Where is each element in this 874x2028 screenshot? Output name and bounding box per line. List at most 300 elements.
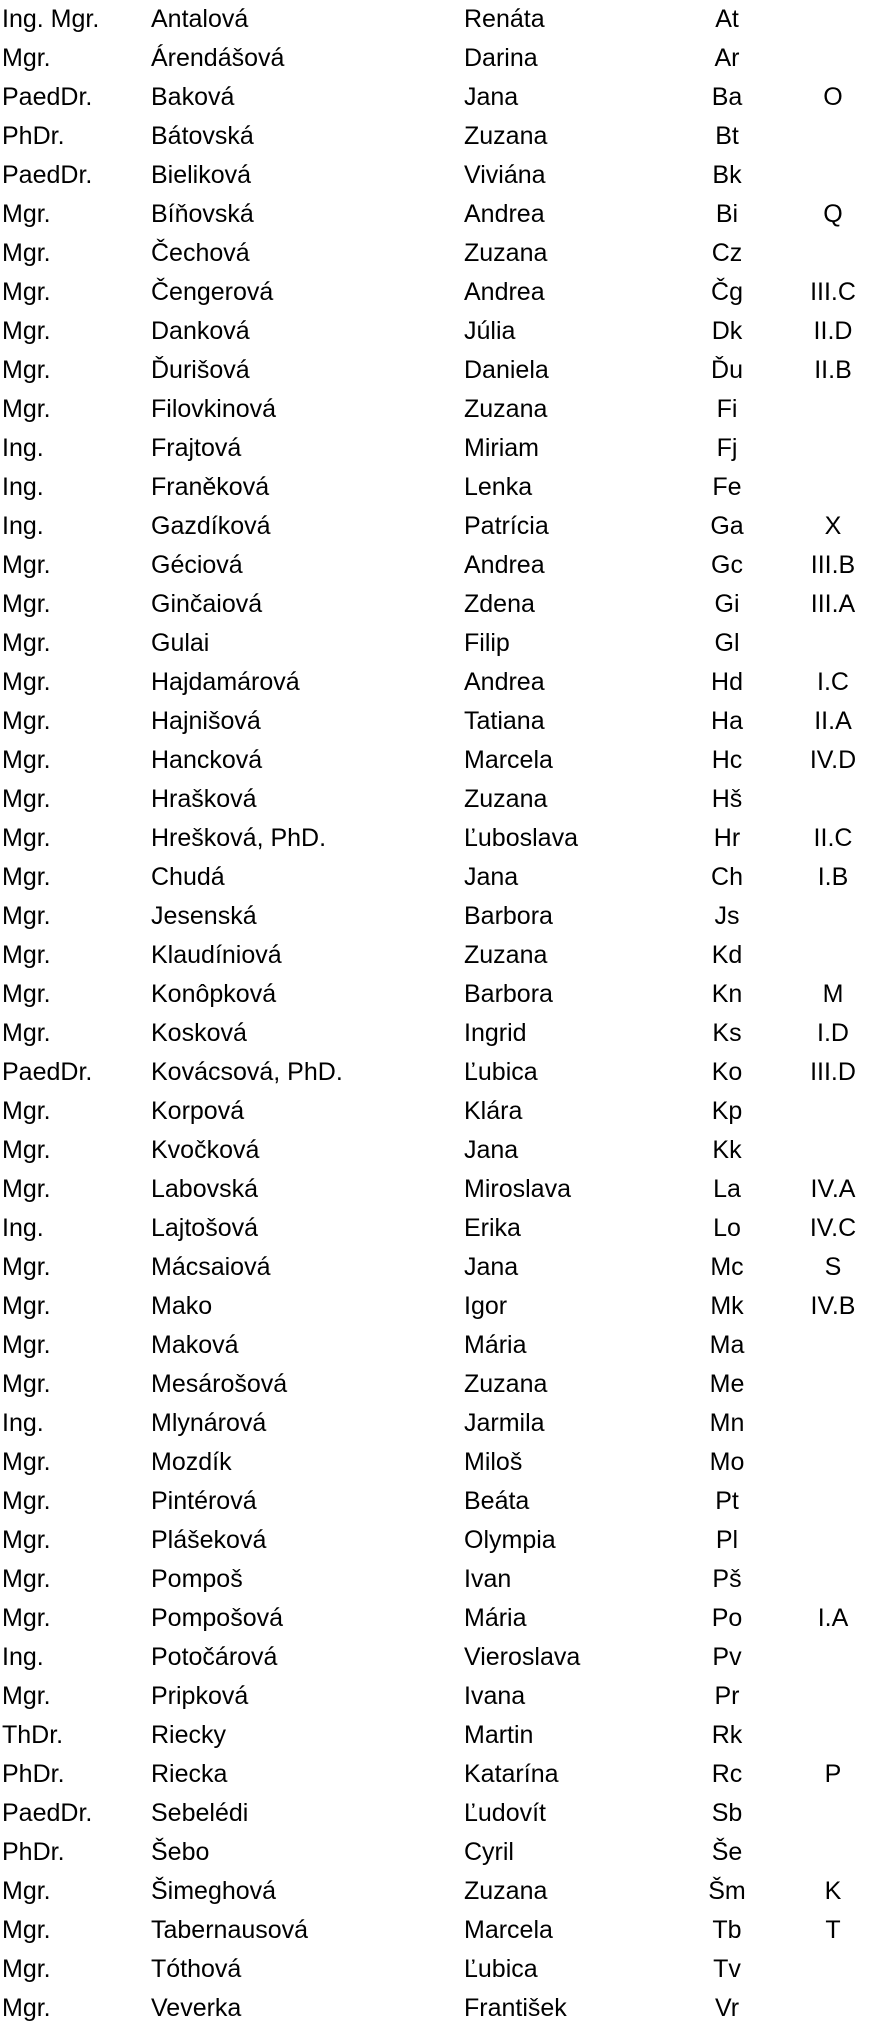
surname-cell: Hancková — [151, 746, 263, 774]
first-name-cell: Jarmila — [464, 1409, 545, 1437]
surname-cell: Konôpková — [151, 980, 277, 1008]
abbreviation-cell: Mc — [710, 1253, 744, 1281]
class-cell — [792, 1482, 874, 1521]
surname-cell: Potočárová — [151, 1643, 278, 1671]
class-cell — [792, 1131, 874, 1170]
class-cell — [792, 429, 874, 468]
title-cell: Mgr. — [2, 1955, 51, 1983]
table-row — [0, 468, 874, 507]
class-cell: T — [825, 1916, 841, 1944]
title-cell: Mgr. — [2, 629, 51, 657]
table-row — [0, 1950, 874, 1989]
first-name-cell: Zuzana — [464, 785, 548, 813]
class-cell: II.B — [814, 356, 852, 384]
first-name-cell: Andrea — [464, 551, 545, 579]
title-cell: PaedDr. — [2, 161, 93, 189]
surname-cell: Pompošová — [151, 1604, 284, 1632]
surname-cell: Ginčaiová — [151, 590, 263, 618]
title-cell: Mgr. — [2, 1370, 51, 1398]
table-row — [0, 78, 874, 117]
table-row — [0, 1872, 874, 1911]
surname-cell: Franěková — [151, 473, 270, 501]
title-cell: PaedDr. — [2, 1058, 93, 1086]
title-cell: Mgr. — [2, 44, 51, 72]
abbreviation-cell: Hr — [713, 824, 741, 852]
table-row — [0, 1560, 874, 1599]
class-cell: M — [822, 980, 844, 1008]
title-cell: Mgr. — [2, 278, 51, 306]
first-name-cell: Beáta — [464, 1487, 530, 1515]
surname-cell: Bieliková — [151, 161, 252, 189]
class-cell — [792, 1989, 874, 2028]
table-row — [0, 1599, 874, 1638]
first-name-cell: Mária — [464, 1331, 527, 1359]
title-cell: Mgr. — [2, 200, 51, 228]
abbreviation-cell: Šm — [708, 1877, 746, 1905]
first-name-cell: Zuzana — [464, 122, 548, 150]
abbreviation-cell: Sb — [711, 1799, 743, 1827]
first-name-cell: Zuzana — [464, 395, 548, 423]
first-name-cell: Mária — [464, 1604, 527, 1632]
title-cell: Mgr. — [2, 395, 51, 423]
first-name-cell: Zuzana — [464, 1370, 548, 1398]
table-row — [0, 507, 874, 546]
table-row — [0, 1092, 874, 1131]
class-cell: P — [824, 1760, 842, 1788]
title-cell: Ing. — [2, 1214, 44, 1242]
table-row — [0, 1287, 874, 1326]
first-name-cell: Ingrid — [464, 1019, 527, 1047]
first-name-cell: Zdena — [464, 590, 535, 618]
table-row — [0, 0, 874, 39]
abbreviation-cell: Cz — [711, 239, 743, 267]
first-name-cell: Jana — [464, 1136, 519, 1164]
class-cell: K — [824, 1877, 842, 1905]
first-name-cell: Patrícia — [464, 512, 549, 540]
class-cell: O — [823, 83, 843, 111]
surname-cell: Árendášová — [151, 44, 285, 72]
table-row — [0, 936, 874, 975]
first-name-cell: Ivana — [464, 1682, 526, 1710]
title-cell: Mgr. — [2, 902, 51, 930]
table-row — [0, 897, 874, 936]
surname-cell: Lajtošová — [151, 1214, 259, 1242]
title-cell: Mgr. — [2, 668, 51, 696]
first-name-cell: Cyril — [464, 1838, 514, 1866]
table-row — [0, 546, 874, 585]
surname-cell: Gazdíková — [151, 512, 271, 540]
surname-cell: Mako — [151, 1292, 213, 1320]
title-cell: Mgr. — [2, 941, 51, 969]
abbreviation-cell: Pl — [715, 1526, 739, 1554]
surname-cell: Riecka — [151, 1760, 228, 1788]
abbreviation-cell: Hš — [711, 785, 743, 813]
table-row — [0, 1911, 874, 1950]
class-cell: I.D — [817, 1019, 849, 1047]
first-name-cell: Zuzana — [464, 1877, 548, 1905]
class-cell — [792, 234, 874, 273]
table-row — [0, 975, 874, 1014]
title-cell: PhDr. — [2, 1838, 65, 1866]
abbreviation-cell: Ko — [711, 1058, 743, 1086]
abbreviation-cell: Ba — [711, 83, 743, 111]
table-row — [0, 429, 874, 468]
surname-cell: Riecky — [151, 1721, 227, 1749]
class-cell: III.D — [810, 1058, 856, 1086]
abbreviation-cell: Kk — [712, 1136, 742, 1164]
surname-cell: Baková — [151, 83, 235, 111]
abbreviation-cell: Bt — [715, 122, 739, 150]
abbreviation-cell: Čg — [711, 278, 743, 306]
first-name-cell: Martin — [464, 1721, 534, 1749]
surname-cell: Mesárošová — [151, 1370, 288, 1398]
title-cell: Ing. — [2, 473, 44, 501]
abbreviation-cell: Mn — [709, 1409, 745, 1437]
abbreviation-cell: Vr — [714, 1994, 740, 2022]
table-row — [0, 1794, 874, 1833]
class-cell — [792, 1404, 874, 1443]
class-cell: I.C — [817, 668, 849, 696]
abbreviation-cell: Hd — [711, 668, 743, 696]
surname-cell: Pripková — [151, 1682, 249, 1710]
table-row — [0, 1248, 874, 1287]
abbreviation-cell: Js — [714, 902, 740, 930]
class-cell: II.D — [813, 317, 853, 345]
abbreviation-cell: Ch — [711, 863, 743, 891]
abbreviation-cell: Mk — [710, 1292, 744, 1320]
table-row — [0, 702, 874, 741]
surname-cell: Plášeková — [151, 1526, 267, 1554]
first-name-cell: Miriam — [464, 434, 539, 462]
class-cell — [792, 1950, 874, 1989]
class-cell — [792, 0, 874, 39]
first-name-cell: Tatiana — [464, 707, 545, 735]
class-cell: III.A — [810, 590, 856, 618]
class-cell — [792, 39, 874, 78]
first-name-cell: Erika — [464, 1214, 521, 1242]
table-row — [0, 1053, 874, 1092]
first-name-cell: Andrea — [464, 668, 545, 696]
table-row — [0, 1755, 874, 1794]
abbreviation-cell: Bk — [712, 161, 742, 189]
table-row — [0, 39, 874, 78]
abbreviation-cell: Hc — [711, 746, 743, 774]
title-cell: Mgr. — [2, 356, 51, 384]
class-cell — [792, 156, 874, 195]
abbreviation-cell: Bi — [715, 200, 739, 228]
surname-cell: Labovská — [151, 1175, 259, 1203]
title-cell: Mgr. — [2, 824, 51, 852]
class-cell — [792, 780, 874, 819]
surname-cell: Ďurišová — [151, 356, 250, 384]
abbreviation-cell: Ga — [710, 512, 744, 540]
surname-cell: Veverka — [151, 1994, 242, 2022]
first-name-cell: František — [464, 1994, 567, 2022]
surname-cell: Gulai — [151, 629, 210, 657]
first-name-cell: Andrea — [464, 200, 545, 228]
class-cell: IV.C — [809, 1214, 857, 1242]
surname-cell: Kosková — [151, 1019, 247, 1047]
title-cell: Mgr. — [2, 707, 51, 735]
table-row — [0, 819, 874, 858]
surname-cell: Hrešková, PhD. — [151, 824, 327, 852]
title-cell: Mgr. — [2, 980, 51, 1008]
title-cell: ThDr. — [2, 1721, 64, 1749]
abbreviation-cell: Ks — [712, 1019, 742, 1047]
abbreviation-cell: Ha — [711, 707, 743, 735]
table-row — [0, 1209, 874, 1248]
table-row — [0, 1833, 874, 1872]
abbreviation-cell: Gi — [714, 590, 740, 618]
table-row — [0, 780, 874, 819]
surname-cell: Tabernausová — [151, 1916, 309, 1944]
table-row — [0, 234, 874, 273]
title-cell: Mgr. — [2, 1604, 51, 1632]
class-cell — [792, 1677, 874, 1716]
title-cell: Ing. — [2, 1409, 44, 1437]
surname-cell: Korpová — [151, 1097, 245, 1125]
abbreviation-cell: Gl — [714, 629, 740, 657]
table-row — [0, 351, 874, 390]
first-name-cell: Ľuboslava — [464, 824, 578, 852]
title-cell: Mgr. — [2, 863, 51, 891]
abbreviation-cell: Kd — [711, 941, 743, 969]
class-cell — [792, 1521, 874, 1560]
class-cell — [792, 390, 874, 429]
title-cell: Mgr. — [2, 239, 51, 267]
abbreviation-cell: Fj — [716, 434, 738, 462]
first-name-cell: Katarína — [464, 1760, 559, 1788]
abbreviation-cell: Pr — [714, 1682, 740, 1710]
title-cell: PhDr. — [2, 122, 65, 150]
surname-cell: Géciová — [151, 551, 243, 579]
surname-cell: Danková — [151, 317, 250, 345]
table-row — [0, 312, 874, 351]
first-name-cell: Ivan — [464, 1565, 512, 1593]
class-cell: S — [824, 1253, 842, 1281]
class-cell — [792, 468, 874, 507]
first-name-cell: Ľudovít — [464, 1799, 547, 1827]
surname-cell: Jesenská — [151, 902, 257, 930]
abbreviation-cell: Lo — [713, 1214, 741, 1242]
surname-cell: Antalová — [151, 5, 249, 33]
abbreviation-cell: Dk — [711, 317, 743, 345]
title-cell: Ing. — [2, 512, 44, 540]
abbreviation-cell: Gc — [711, 551, 743, 579]
abbreviation-cell: Ma — [709, 1331, 745, 1359]
first-name-cell: Darina — [464, 44, 538, 72]
first-name-cell: Zuzana — [464, 941, 548, 969]
table-row — [0, 1014, 874, 1053]
title-cell: Mgr. — [2, 1136, 51, 1164]
first-name-cell: Filip — [464, 629, 510, 657]
first-name-cell: Vieroslava — [464, 1643, 581, 1671]
class-cell: II.C — [813, 824, 853, 852]
surname-cell: Pompoš — [151, 1565, 243, 1593]
class-cell — [792, 1716, 874, 1755]
class-cell — [792, 1833, 874, 1872]
title-cell: Mgr. — [2, 1487, 51, 1515]
class-cell: III.B — [810, 551, 856, 579]
abbreviation-cell: Kn — [711, 980, 743, 1008]
table-row — [0, 1443, 874, 1482]
surname-cell: Chudá — [151, 863, 225, 891]
surname-cell: Pintérová — [151, 1487, 257, 1515]
first-name-cell: Júlia — [464, 317, 516, 345]
abbreviation-cell: Fe — [712, 473, 742, 501]
class-cell — [792, 936, 874, 975]
surname-cell: Filovkinová — [151, 395, 277, 423]
class-cell — [792, 1638, 874, 1677]
title-cell: Mgr. — [2, 1526, 51, 1554]
class-cell: Q — [823, 200, 843, 228]
table-row — [0, 1404, 874, 1443]
first-name-cell: Viviána — [464, 161, 546, 189]
surname-cell: Klaudíniová — [151, 941, 282, 969]
title-cell: Mgr. — [2, 1682, 51, 1710]
table-row — [0, 390, 874, 429]
table-row — [0, 1365, 874, 1404]
surname-cell: Hajnišová — [151, 707, 261, 735]
abbreviation-cell: Rk — [711, 1721, 743, 1749]
surname-cell: Kvočková — [151, 1136, 260, 1164]
surname-cell: Čechová — [151, 239, 250, 267]
surname-cell: Mácsaiová — [151, 1253, 271, 1281]
table-row — [0, 1716, 874, 1755]
abbreviation-cell: Ar — [714, 44, 740, 72]
abbreviation-cell: Pš — [712, 1565, 742, 1593]
table-row — [0, 1482, 874, 1521]
title-cell: Mgr. — [2, 785, 51, 813]
first-name-cell: Ľubica — [464, 1955, 538, 1983]
first-name-cell: Jana — [464, 1253, 519, 1281]
title-cell: Mgr. — [2, 1877, 51, 1905]
first-name-cell: Klára — [464, 1097, 523, 1125]
title-cell: PaedDr. — [2, 1799, 93, 1827]
class-cell — [792, 1560, 874, 1599]
title-cell: Mgr. — [2, 1331, 51, 1359]
title-cell: Mgr. — [2, 1097, 51, 1125]
class-cell — [792, 117, 874, 156]
title-cell: Mgr. — [2, 1448, 51, 1476]
table-row — [0, 117, 874, 156]
first-name-cell: Renáta — [464, 5, 545, 33]
surname-cell: Frajtová — [151, 434, 242, 462]
title-cell: Mgr. — [2, 1916, 51, 1944]
title-cell: Ing. Mgr. — [2, 5, 100, 33]
table-row — [0, 585, 874, 624]
class-cell: III.C — [810, 278, 856, 306]
class-cell: I.B — [817, 863, 849, 891]
abbreviation-cell: Mo — [709, 1448, 745, 1476]
class-cell — [792, 1443, 874, 1482]
table-row — [0, 273, 874, 312]
class-cell: X — [824, 512, 842, 540]
table-row — [0, 624, 874, 663]
first-name-cell: Miroslava — [464, 1175, 571, 1203]
title-cell: Ing. — [2, 434, 44, 462]
title-cell: Mgr. — [2, 1019, 51, 1047]
abbreviation-cell: Ďu — [711, 356, 743, 384]
abbreviation-cell: Rc — [711, 1760, 743, 1788]
table-row — [0, 1677, 874, 1716]
title-cell: Mgr. — [2, 551, 51, 579]
class-cell — [792, 1092, 874, 1131]
first-name-cell: Ľubica — [464, 1058, 538, 1086]
table-row — [0, 1521, 874, 1560]
surname-cell: Mlynárová — [151, 1409, 267, 1437]
table-row — [0, 741, 874, 780]
table-row — [0, 1326, 874, 1365]
abbreviation-cell: Kp — [711, 1097, 743, 1125]
class-cell — [792, 897, 874, 936]
table-row — [0, 663, 874, 702]
title-cell: Mgr. — [2, 1565, 51, 1593]
title-cell: Mgr. — [2, 317, 51, 345]
table-row — [0, 1989, 874, 2028]
table-row — [0, 1170, 874, 1209]
class-cell: IV.A — [810, 1175, 856, 1203]
abbreviation-cell: La — [713, 1175, 741, 1203]
surname-cell: Sebelédi — [151, 1799, 249, 1827]
abbreviation-cell: Tb — [712, 1916, 742, 1944]
class-cell — [792, 1794, 874, 1833]
title-cell: Mgr. — [2, 1292, 51, 1320]
surname-cell: Maková — [151, 1331, 239, 1359]
abbreviation-cell: Po — [711, 1604, 743, 1632]
first-name-cell: Jana — [464, 863, 519, 891]
surname-cell: Čengerová — [151, 278, 274, 306]
abbreviation-cell: Pt — [715, 1487, 739, 1515]
surname-cell: Kovácsová, PhD. — [151, 1058, 343, 1086]
first-name-cell: Jana — [464, 83, 519, 111]
title-cell: Mgr. — [2, 746, 51, 774]
table-row — [0, 156, 874, 195]
class-cell: I.A — [817, 1604, 849, 1632]
first-name-cell: Miloš — [464, 1448, 523, 1476]
first-name-cell: Daniela — [464, 356, 549, 384]
surname-cell: Bátovská — [151, 122, 254, 150]
title-cell: Mgr. — [2, 1175, 51, 1203]
class-cell — [792, 624, 874, 663]
title-cell: Mgr. — [2, 1253, 51, 1281]
first-name-cell: Olympia — [464, 1526, 556, 1554]
first-name-cell: Andrea — [464, 278, 545, 306]
abbreviation-cell: Me — [709, 1370, 745, 1398]
abbreviation-cell: Tv — [713, 1955, 741, 1983]
abbreviation-cell: Še — [711, 1838, 743, 1866]
surname-cell: Bíňovská — [151, 200, 254, 228]
first-name-cell: Barbora — [464, 902, 553, 930]
abbreviation-cell: At — [715, 5, 739, 33]
first-name-cell: Zuzana — [464, 239, 548, 267]
first-name-cell: Igor — [464, 1292, 508, 1320]
title-cell: PhDr. — [2, 1760, 65, 1788]
surname-cell: Mozdík — [151, 1448, 232, 1476]
table-row — [0, 858, 874, 897]
class-cell: IV.B — [810, 1292, 856, 1320]
surname-cell: Hrašková — [151, 785, 257, 813]
table-row — [0, 1131, 874, 1170]
table-row — [0, 195, 874, 234]
table-row — [0, 1638, 874, 1677]
abbreviation-cell: Pv — [712, 1643, 742, 1671]
first-name-cell: Barbora — [464, 980, 553, 1008]
first-name-cell: Lenka — [464, 473, 533, 501]
class-cell — [792, 1326, 874, 1365]
surname-cell: Hajdamárová — [151, 668, 300, 696]
abbreviation-cell: Fi — [716, 395, 738, 423]
